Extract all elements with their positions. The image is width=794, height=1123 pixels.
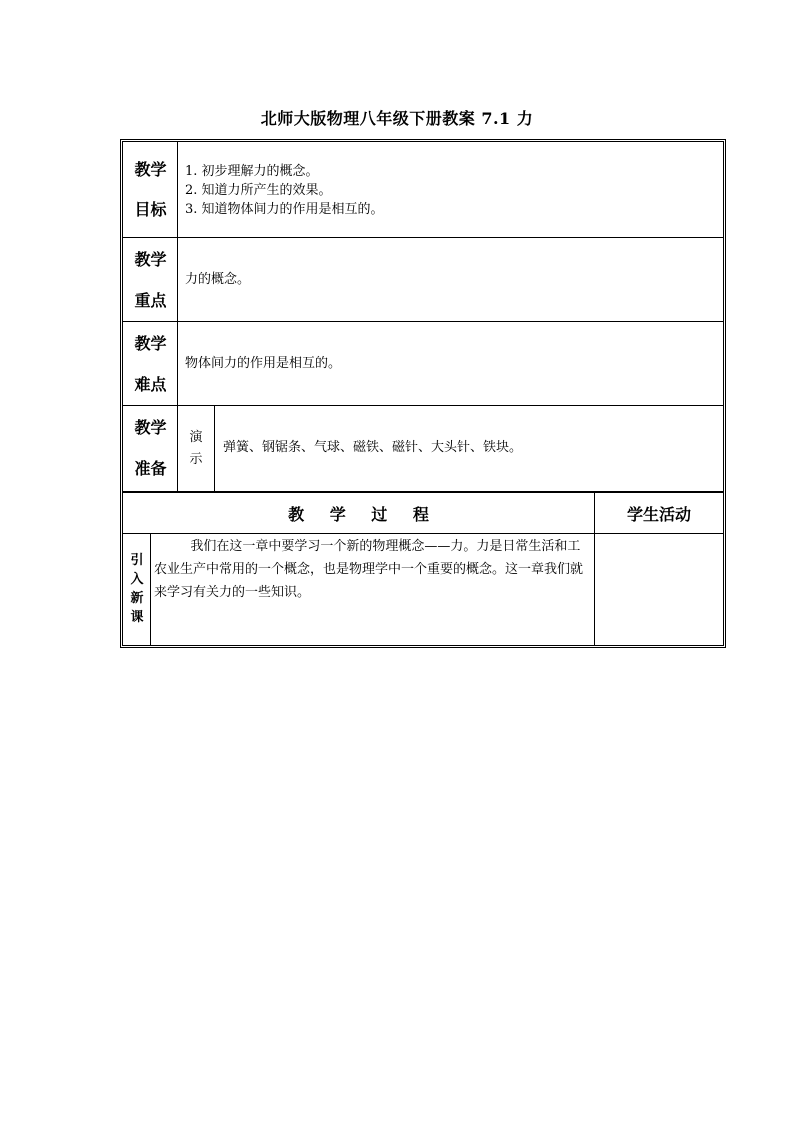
difficulties-label-top: 教学 [134,334,167,353]
intro-paragraph: 我们在这一章中要学习一个新的物理概念——力。力是日常生活和工农业生产中常用的一个概念，也是物理学中一个重要的概念。这一章我们就来学习有关力的一些知识。 [154,539,584,600]
preparation-label-bottom: 准备 [134,459,167,478]
row-divider-3 [123,405,723,406]
difficulties-text: 物体间力的作用是相互的。 [185,356,342,371]
objectives-list [185,162,384,219]
objective-item: 1. 初步理解力的概念。 [185,164,319,179]
student-activity-header: 学生活动 [626,505,691,524]
demo-sub-label-1: 演 [189,430,203,445]
objectives-label-bottom: 目标 [134,200,167,219]
process-header-char: 程 [412,505,429,524]
row-divider-2 [123,321,723,322]
process-header-char: 教 [288,505,305,524]
row-divider-4 [123,491,723,493]
lesson-plan-table [120,139,726,648]
intro-label [124,551,150,627]
demo-sub-label-2: 示 [189,452,203,467]
process-header-divider [123,533,723,534]
document-title: 北师大版物理八年级下册教案 7.1 力 [260,109,534,128]
row-divider-1 [123,237,723,238]
intro-label-char: 新 [130,591,144,606]
intro-label-char: 课 [130,610,144,625]
objective-item: 3. 知道物体间力的作用是相互的。 [185,202,384,217]
process-header-char: 学 [329,505,346,524]
preparation-materials: 弹簧、钢锯条、气球、磁铁、磁针、大头针、铁块。 [223,440,523,455]
objective-item: 2. 知道力所产生的效果。 [185,183,332,198]
objectives-label-top: 教学 [134,160,167,179]
process-header [123,502,594,525]
key-points-label-top: 教学 [134,250,167,269]
process-header-char: 过 [371,505,388,524]
preparation-label-top: 教学 [134,418,167,437]
intro-label-char: 入 [130,572,144,587]
intro-label-char: 引 [130,553,144,568]
key-points-text: 力的概念。 [185,272,251,287]
intro-label-divider [150,533,151,645]
key-points-label-bottom: 重点 [134,291,167,310]
difficulties-label-bottom: 难点 [134,375,167,394]
prep-sub-divider [214,405,215,492]
